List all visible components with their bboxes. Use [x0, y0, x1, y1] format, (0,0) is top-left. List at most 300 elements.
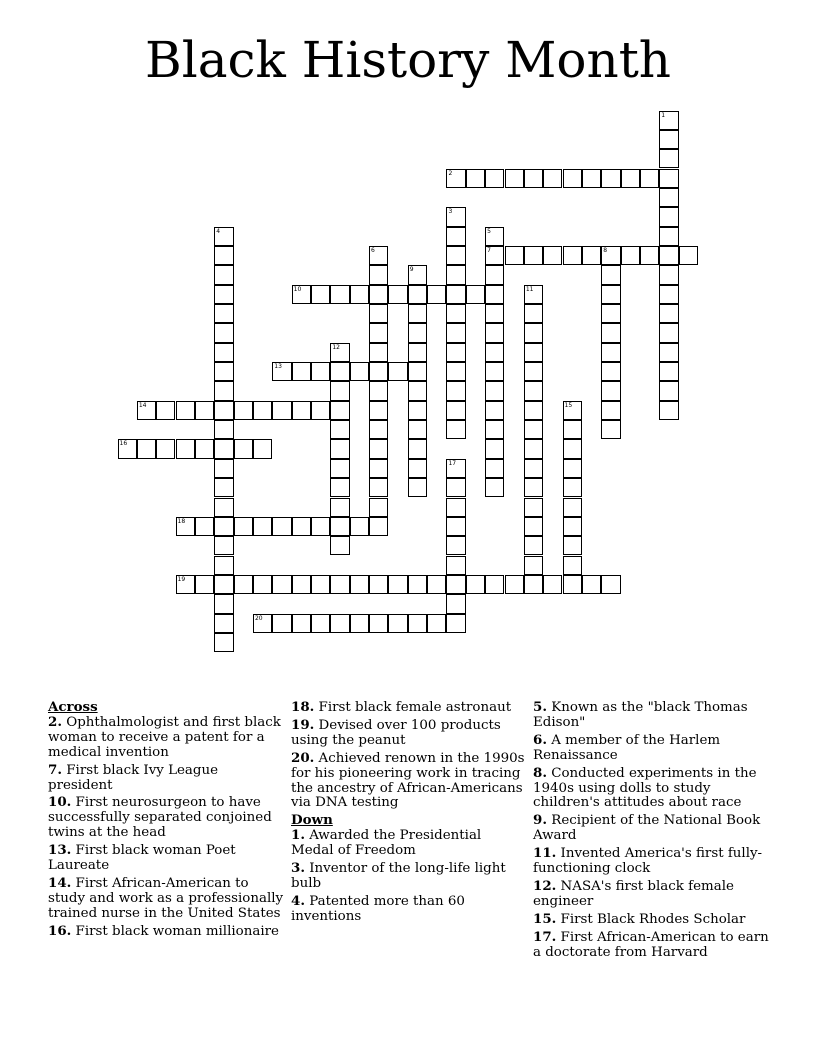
grid-cell[interactable]: [214, 556, 233, 575]
clue-item: [48, 876, 284, 922]
clue-text: First black woman Poet Laureate: [48, 843, 236, 874]
grid-cell[interactable]: [408, 420, 427, 439]
grid-cell[interactable]: [563, 478, 582, 497]
grid-cell[interactable]: [369, 614, 388, 633]
clue-text: Conducted experiments in the 1940s using dolls to study children's attitudes about race: [533, 765, 757, 811]
clue-number: 4.: [291, 892, 305, 909]
grid-cell[interactable]: [408, 614, 427, 633]
grid-cell[interactable]: [369, 304, 388, 323]
grid-cell[interactable]: [485, 381, 504, 400]
clue-item: [533, 846, 769, 877]
grid-cell[interactable]: [156, 401, 175, 420]
grid-cell[interactable]: [485, 459, 504, 478]
grid-cell[interactable]: [659, 362, 678, 381]
clue-item: [533, 766, 769, 812]
grid-cell[interactable]: [659, 169, 678, 188]
grid-cell[interactable]: [214, 343, 233, 362]
grid-cell[interactable]: [659, 265, 678, 284]
grid-cell[interactable]: [292, 362, 311, 381]
clue-text: Inventor of the long-life light bulb: [291, 861, 506, 891]
grid-cell[interactable]: [524, 401, 543, 420]
grid-cell[interactable]: [408, 343, 427, 362]
cell-number: 9: [409, 266, 414, 274]
grid-cell[interactable]: [253, 439, 272, 458]
grid-cell[interactable]: [408, 439, 427, 458]
clue-item: [48, 715, 284, 761]
clue-item: [48, 795, 284, 841]
grid-cell[interactable]: [446, 343, 465, 362]
clue-text: First Black Rhodes Scholar: [556, 911, 746, 927]
grid-cell[interactable]: [350, 575, 369, 594]
grid-cell[interactable]: [446, 517, 465, 536]
grid-cell[interactable]: [446, 285, 465, 304]
grid-cell[interactable]: [485, 285, 504, 304]
grid-cell[interactable]: [485, 362, 504, 381]
grid-cell[interactable]: [350, 285, 369, 304]
grid-cell[interactable]: [601, 246, 620, 265]
grid-cell[interactable]: [253, 575, 272, 594]
grid-cell[interactable]: [524, 304, 543, 323]
grid-cell[interactable]: [601, 304, 620, 323]
grid-cell[interactable]: [369, 478, 388, 497]
grid-cell[interactable]: [563, 517, 582, 536]
grid-cell[interactable]: [427, 285, 446, 304]
grid-cell[interactable]: [446, 246, 465, 265]
grid-cell[interactable]: [311, 285, 330, 304]
cell-number: 5: [487, 227, 491, 235]
grid-cell[interactable]: [350, 517, 369, 536]
grid-cell[interactable]: [330, 498, 349, 517]
grid-cell[interactable]: [369, 246, 388, 265]
grid-cell[interactable]: [408, 459, 427, 478]
grid-cell[interactable]: [214, 575, 233, 594]
grid-cell[interactable]: [485, 401, 504, 420]
grid-cell[interactable]: [156, 439, 175, 458]
grid-cell[interactable]: [214, 614, 233, 633]
clue-item: [291, 861, 527, 892]
grid-cell[interactable]: [524, 285, 543, 304]
grid-cell[interactable]: [524, 323, 543, 342]
clue-item: [533, 879, 769, 910]
clue-item: [533, 733, 769, 764]
grid-cell[interactable]: [505, 169, 524, 188]
grid-cell[interactable]: [524, 575, 543, 594]
grid-cell[interactable]: [214, 246, 233, 265]
clue-number: 6.: [533, 731, 547, 748]
grid-cell[interactable]: [563, 498, 582, 517]
grid-cell[interactable]: [524, 459, 543, 478]
grid-cell[interactable]: [563, 439, 582, 458]
grid-cell[interactable]: [408, 265, 427, 284]
grid-cell[interactable]: [350, 362, 369, 381]
grid-cell[interactable]: [485, 227, 504, 246]
grid-cell[interactable]: [408, 381, 427, 400]
clue-item: [533, 700, 769, 731]
grid-cell[interactable]: [601, 265, 620, 284]
clue-text: Invented America's first fully-functioning clock: [533, 846, 763, 877]
grid-cell[interactable]: [427, 614, 446, 633]
grid-cell[interactable]: [524, 478, 543, 497]
grid-cell[interactable]: [388, 285, 407, 304]
clue-item: [48, 843, 284, 874]
grid-cell[interactable]: [640, 169, 659, 188]
grid-cell[interactable]: [214, 401, 233, 420]
clue-item: [48, 924, 284, 940]
grid-cell[interactable]: [621, 246, 640, 265]
grid-cell[interactable]: [408, 478, 427, 497]
clue-item: [291, 894, 527, 925]
grid-cell[interactable]: [330, 381, 349, 400]
grid-cell[interactable]: [524, 169, 543, 188]
grid-cell[interactable]: [485, 265, 504, 284]
grid-cell[interactable]: [330, 478, 349, 497]
grid-cell[interactable]: [253, 517, 272, 536]
clue-column-1: [48, 700, 284, 942]
grid-cell[interactable]: [369, 265, 388, 284]
grid-cell[interactable]: [601, 362, 620, 381]
grid-cell[interactable]: [214, 478, 233, 497]
grid-cell[interactable]: [601, 575, 620, 594]
grid-cell[interactable]: [311, 517, 330, 536]
clue-number: 7.: [48, 761, 62, 778]
grid-cell[interactable]: [214, 362, 233, 381]
grid-cell[interactable]: [369, 575, 388, 594]
grid-cell[interactable]: [234, 575, 253, 594]
grid-cell[interactable]: [369, 401, 388, 420]
grid-cell[interactable]: [563, 575, 582, 594]
cell-number: 10: [293, 285, 302, 293]
grid-cell[interactable]: [601, 169, 620, 188]
grid-cell[interactable]: [582, 575, 601, 594]
grid-cell[interactable]: [446, 207, 465, 226]
grid-cell[interactable]: [272, 575, 291, 594]
grid-cell[interactable]: [292, 614, 311, 633]
grid-cell[interactable]: [601, 285, 620, 304]
grid-cell[interactable]: [272, 362, 291, 381]
clue-text: Ophthalmologist and first black woman to receive a patent for a medical invention: [48, 714, 281, 760]
clue-text: First black Ivy League president: [48, 762, 219, 793]
grid-cell[interactable]: [272, 517, 291, 536]
grid-cell[interactable]: [311, 575, 330, 594]
clue-text: First neurosurgeon to have successfully separated conjoined twins at the head: [48, 795, 272, 841]
grid-cell[interactable]: [330, 285, 349, 304]
grid-cell[interactable]: [446, 594, 465, 613]
grid-cell[interactable]: [311, 614, 330, 633]
cell-number: 11: [525, 285, 534, 293]
grid-cell[interactable]: [292, 517, 311, 536]
grid-cell[interactable]: [388, 614, 407, 633]
grid-cell[interactable]: [214, 594, 233, 613]
grid-cell[interactable]: [466, 575, 485, 594]
grid-cell[interactable]: [195, 575, 214, 594]
grid-cell[interactable]: [137, 439, 156, 458]
clue-item: [291, 751, 527, 812]
grid-cell[interactable]: [369, 285, 388, 304]
down-heading: Down: [291, 812, 333, 829]
cell-number: 15: [564, 401, 573, 409]
grid-cell[interactable]: [485, 169, 504, 188]
grid-cell[interactable]: [446, 362, 465, 381]
clue-number: 20.: [291, 749, 315, 766]
grid-cell[interactable]: [408, 285, 427, 304]
grid-cell[interactable]: [369, 343, 388, 362]
grid-cell[interactable]: [524, 246, 543, 265]
grid-cell[interactable]: [446, 478, 465, 497]
grid-cell[interactable]: [563, 459, 582, 478]
grid-cell[interactable]: [485, 478, 504, 497]
grid-cell[interactable]: [176, 575, 195, 594]
clue-number: 12.: [533, 877, 557, 894]
grid-cell[interactable]: [466, 169, 485, 188]
clue-text: Known as the "black Thomas Edison": [533, 700, 748, 730]
grid-cell[interactable]: [214, 536, 233, 555]
page-title: Black History Month: [144, 31, 672, 89]
clue-text: Recipient of the National Book Award: [533, 813, 761, 844]
grid-cell[interactable]: [369, 439, 388, 458]
grid-cell[interactable]: [311, 362, 330, 381]
grid-cell[interactable]: [330, 614, 349, 633]
grid-cell[interactable]: [234, 439, 253, 458]
clue-item: [48, 763, 284, 794]
grid-cell[interactable]: [524, 498, 543, 517]
grid-cell[interactable]: [543, 169, 562, 188]
grid-cell[interactable]: [311, 401, 330, 420]
grid-cell[interactable]: [505, 575, 524, 594]
grid-cell[interactable]: [214, 633, 233, 652]
grid-cell[interactable]: [446, 227, 465, 246]
grid-cell[interactable]: [214, 420, 233, 439]
cell-number: 19: [177, 575, 186, 583]
clue-number: 1.: [291, 827, 305, 844]
clue-item: [533, 912, 769, 928]
grid-cell[interactable]: [524, 343, 543, 362]
grid-cell[interactable]: [446, 575, 465, 594]
grid-cell[interactable]: [601, 323, 620, 342]
grid-cell[interactable]: [446, 304, 465, 323]
grid-cell[interactable]: [176, 401, 195, 420]
clue-column-2: [291, 700, 527, 927]
cell-number: 12: [332, 343, 340, 351]
grid-cell[interactable]: [369, 323, 388, 342]
cell-number: 16: [119, 440, 128, 448]
across-heading: Across: [48, 699, 98, 715]
grid-cell[interactable]: [369, 498, 388, 517]
grid-cell[interactable]: [292, 575, 311, 594]
cell-number: 17: [448, 459, 457, 467]
grid-cell[interactable]: [330, 459, 349, 478]
grid-cell[interactable]: [659, 304, 678, 323]
grid-cell[interactable]: [330, 439, 349, 458]
grid-cell[interactable]: [485, 420, 504, 439]
clue-number: 18.: [291, 699, 315, 715]
grid-cell[interactable]: [659, 381, 678, 400]
cell-number: 6: [371, 246, 375, 254]
grid-cell[interactable]: [601, 420, 620, 439]
grid-cell[interactable]: [234, 517, 253, 536]
grid-cell[interactable]: [659, 188, 678, 207]
grid-cell[interactable]: [543, 575, 562, 594]
clue-item: [291, 828, 527, 859]
grid-cell[interactable]: [563, 169, 582, 188]
grid-cell[interactable]: [485, 304, 504, 323]
grid-cell[interactable]: [330, 362, 349, 381]
grid-cell[interactable]: [195, 439, 214, 458]
grid-cell[interactable]: [408, 401, 427, 420]
grid-cell[interactable]: [427, 575, 446, 594]
clue-column-3: [533, 700, 769, 963]
grid-cell[interactable]: [214, 381, 233, 400]
clue-number: 16.: [48, 922, 72, 939]
grid-cell[interactable]: [369, 381, 388, 400]
grid-cell[interactable]: [195, 517, 214, 536]
grid-cell[interactable]: [408, 362, 427, 381]
grid-cell[interactable]: [621, 169, 640, 188]
grid-cell[interactable]: [659, 285, 678, 304]
grid-cell[interactable]: [272, 401, 291, 420]
grid-cell[interactable]: [253, 401, 272, 420]
grid-cell[interactable]: [659, 149, 678, 168]
grid-cell[interactable]: [272, 614, 291, 633]
grid-cell[interactable]: [524, 362, 543, 381]
clue-number: 8.: [533, 764, 547, 781]
grid-cell[interactable]: [601, 343, 620, 362]
grid-cell[interactable]: [446, 401, 465, 420]
grid-cell[interactable]: [330, 575, 349, 594]
grid-cell[interactable]: [408, 323, 427, 342]
grid-cell[interactable]: [563, 401, 582, 420]
grid-cell[interactable]: [234, 401, 253, 420]
grid-cell[interactable]: [408, 575, 427, 594]
grid-cell[interactable]: [524, 439, 543, 458]
clue-number: 11.: [533, 845, 557, 862]
grid-cell[interactable]: [369, 517, 388, 536]
clue-text: First black woman millionaire: [71, 923, 279, 939]
grid-cell[interactable]: [408, 304, 427, 323]
grid-cell[interactable]: [253, 614, 272, 633]
grid-cell[interactable]: [524, 420, 543, 439]
cell-number: 14: [138, 401, 147, 409]
grid-cell[interactable]: [524, 381, 543, 400]
grid-cell[interactable]: [350, 614, 369, 633]
grid-cell[interactable]: [446, 381, 465, 400]
grid-cell[interactable]: [176, 517, 195, 536]
clue-text: First black female astronaut: [314, 700, 512, 715]
clue-number: 14.: [48, 874, 72, 891]
grid-cell[interactable]: [214, 227, 233, 246]
grid-cell[interactable]: [369, 362, 388, 381]
grid-cell[interactable]: [292, 401, 311, 420]
grid-cell[interactable]: [446, 536, 465, 555]
grid-cell[interactable]: [679, 246, 698, 265]
grid-cell[interactable]: [659, 227, 678, 246]
grid-cell[interactable]: [659, 246, 678, 265]
grid-cell[interactable]: [659, 401, 678, 420]
grid-cell[interactable]: [446, 265, 465, 284]
grid-cell[interactable]: [524, 556, 543, 575]
grid-cell[interactable]: [485, 439, 504, 458]
grid-cell[interactable]: [388, 362, 407, 381]
grid-cell[interactable]: [214, 285, 233, 304]
grid-cell[interactable]: [176, 439, 195, 458]
grid-cell[interactable]: [659, 343, 678, 362]
grid-cell[interactable]: [369, 420, 388, 439]
grid-cell[interactable]: [659, 207, 678, 226]
grid-cell[interactable]: [659, 130, 678, 149]
clue-number: 17.: [533, 928, 557, 945]
grid-cell[interactable]: [582, 169, 601, 188]
grid-cell[interactable]: [446, 556, 465, 575]
grid-cell[interactable]: [524, 517, 543, 536]
grid-cell[interactable]: [601, 401, 620, 420]
grid-cell[interactable]: [214, 439, 233, 458]
clue-item: [291, 700, 527, 716]
clue-text: First African-American to earn a doctorate from Harvard: [533, 929, 769, 960]
clue-number: 5.: [533, 699, 547, 715]
grid-cell[interactable]: [563, 420, 582, 439]
grid-cell[interactable]: [485, 246, 504, 265]
grid-cell[interactable]: [582, 246, 601, 265]
grid-cell[interactable]: [446, 420, 465, 439]
grid-cell[interactable]: [640, 246, 659, 265]
grid-cell[interactable]: [214, 265, 233, 284]
grid-cell[interactable]: [659, 323, 678, 342]
clue-number: 2.: [48, 713, 62, 730]
grid-cell[interactable]: [446, 614, 465, 633]
grid-cell[interactable]: [330, 517, 349, 536]
cell-number: 3: [448, 208, 453, 216]
grid-cell[interactable]: [563, 556, 582, 575]
cell-number: 18: [177, 517, 186, 525]
grid-cell[interactable]: [485, 343, 504, 362]
grid-cell[interactable]: [446, 498, 465, 517]
grid-cell[interactable]: [292, 285, 311, 304]
grid-cell[interactable]: [601, 381, 620, 400]
grid-cell[interactable]: [563, 536, 582, 555]
grid-cell[interactable]: [214, 459, 233, 478]
clue-text: Patented more than 60 inventions: [291, 893, 465, 924]
grid-cell[interactable]: [330, 401, 349, 420]
grid-cell[interactable]: [485, 323, 504, 342]
grid-cell[interactable]: [388, 575, 407, 594]
grid-cell[interactable]: [214, 517, 233, 536]
grid-cell[interactable]: [446, 323, 465, 342]
grid-cell[interactable]: [446, 459, 465, 478]
cell-number: 13: [274, 363, 282, 371]
grid-cell[interactable]: [505, 246, 524, 265]
grid-cell[interactable]: [214, 323, 233, 342]
grid-cell[interactable]: [214, 304, 233, 323]
grid-cell[interactable]: [118, 439, 137, 458]
grid-cell[interactable]: [195, 401, 214, 420]
grid-cell[interactable]: [330, 420, 349, 439]
grid-cell[interactable]: [485, 575, 504, 594]
grid-cell[interactable]: [524, 536, 543, 555]
clue-number: 19.: [291, 716, 315, 733]
grid-cell[interactable]: [214, 498, 233, 517]
grid-cell[interactable]: [659, 111, 678, 130]
grid-cell[interactable]: [137, 401, 156, 420]
clue-text: Devised over 100 products using the peanut: [291, 717, 501, 748]
grid-cell[interactable]: [446, 169, 465, 188]
cell-number: 4: [216, 227, 221, 235]
grid-cell[interactable]: [563, 246, 582, 265]
grid-cell[interactable]: [330, 536, 349, 555]
grid-cell[interactable]: [543, 246, 562, 265]
grid-cell[interactable]: [369, 459, 388, 478]
grid-cell[interactable]: [330, 343, 349, 362]
grid-cell[interactable]: [466, 285, 485, 304]
cell-number: 2: [448, 169, 453, 177]
